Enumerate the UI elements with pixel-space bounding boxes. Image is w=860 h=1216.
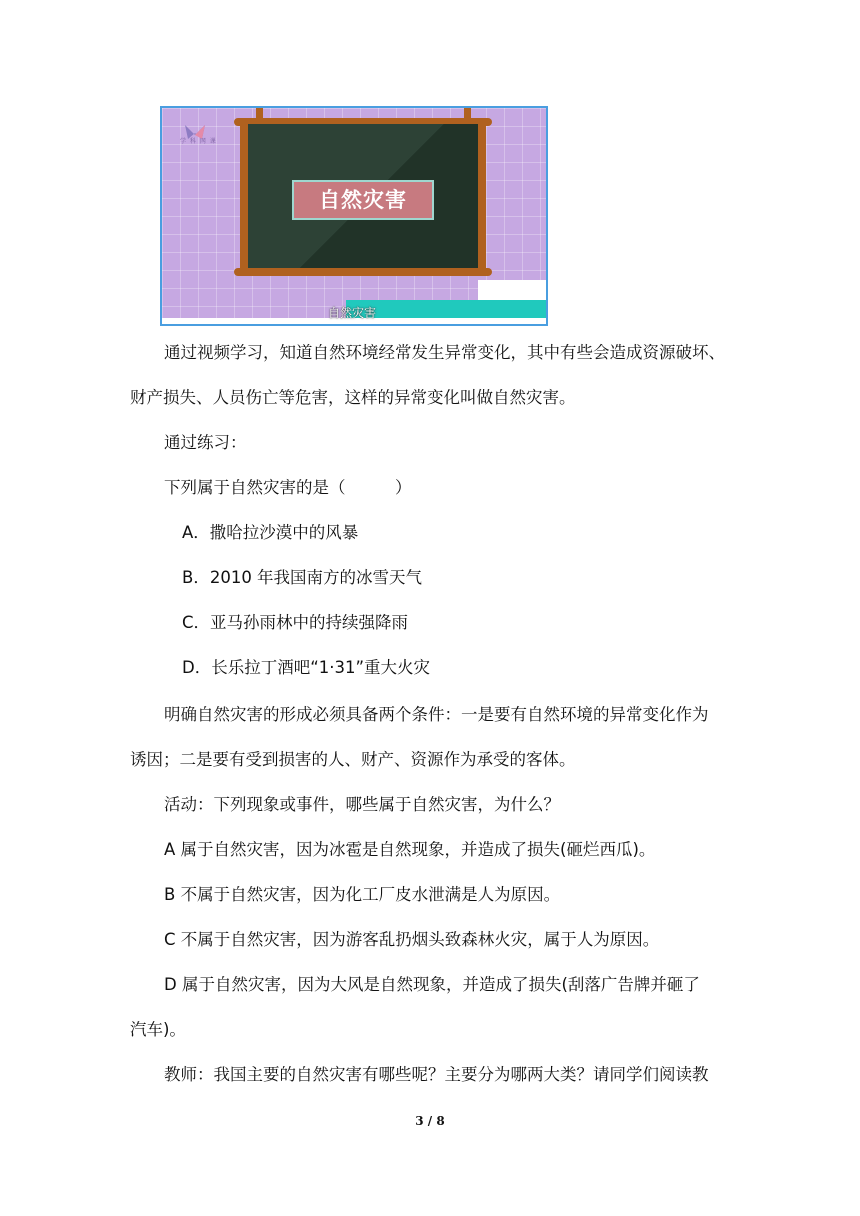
answer-d-continued: 汽车)。 [130, 1020, 186, 1039]
board-right-post [478, 118, 486, 274]
video-subtitle: 自然灾害 [328, 306, 377, 320]
answer-d: D 属于自然灾害，因为大风是自然现象，并造成了损失(刮落广告牌并砸了 [164, 975, 700, 994]
question-stem: 下列属于自然灾害的是（ ） [164, 478, 412, 497]
teacher-line: 教师：我国主要的自然灾害有哪些呢？主要分为哪两大类？请同学们阅读教 [164, 1065, 709, 1084]
logo-text: 学 科 网 课 [180, 138, 217, 145]
board-left-post [240, 118, 248, 274]
caption-teal-bar [346, 300, 548, 318]
answer-b: B 不属于自然灾害，因为化工厂皮水泄满是人为原因。 [164, 885, 561, 904]
option-a: A．撒哈拉沙漠中的风暴 [182, 523, 359, 542]
option-c: C．亚马孙雨林中的持续强降雨 [182, 613, 409, 632]
activity-line: 活动：下列现象或事件，哪些属于自然灾害，为什么？ [164, 795, 560, 814]
body-paragraph-line: 通过练习： [164, 433, 247, 452]
board-bottom-rail [234, 268, 492, 276]
body-paragraph-line: 通过视频学习，知道自然环境经常发生异常变化，其中有些会造成资源破坏、 [164, 343, 725, 362]
body-paragraph-line: 财产损失、人员伤亡等危害，这样的异常变化叫做自然灾害。 [130, 388, 576, 407]
caption-white-bar [478, 280, 548, 300]
option-d: D．长乐拉丁酒吧“1·31”重大火灾 [182, 658, 431, 677]
page-number: 3 / 8 [415, 1114, 445, 1128]
body-paragraph-line: 明确自然灾害的形成必须具备两个条件：一是要有自然环境的异常变化作为 [164, 705, 709, 724]
video-screenshot [160, 106, 548, 326]
video-title: 自然灾害 [292, 180, 434, 220]
answer-a: A 属于自然灾害，因为冰雹是自然现象，并造成了损失(砸烂西瓜)。 [164, 840, 656, 859]
answer-c: C 不属于自然灾害，因为游客乱扔烟头致森林火灾，属于人为原因。 [164, 930, 660, 949]
option-b: B．2010 年我国南方的冰雪天气 [182, 568, 423, 587]
body-paragraph-line: 诱因；二是要有受到损害的人、财产、资源作为承受的客体。 [130, 750, 576, 769]
